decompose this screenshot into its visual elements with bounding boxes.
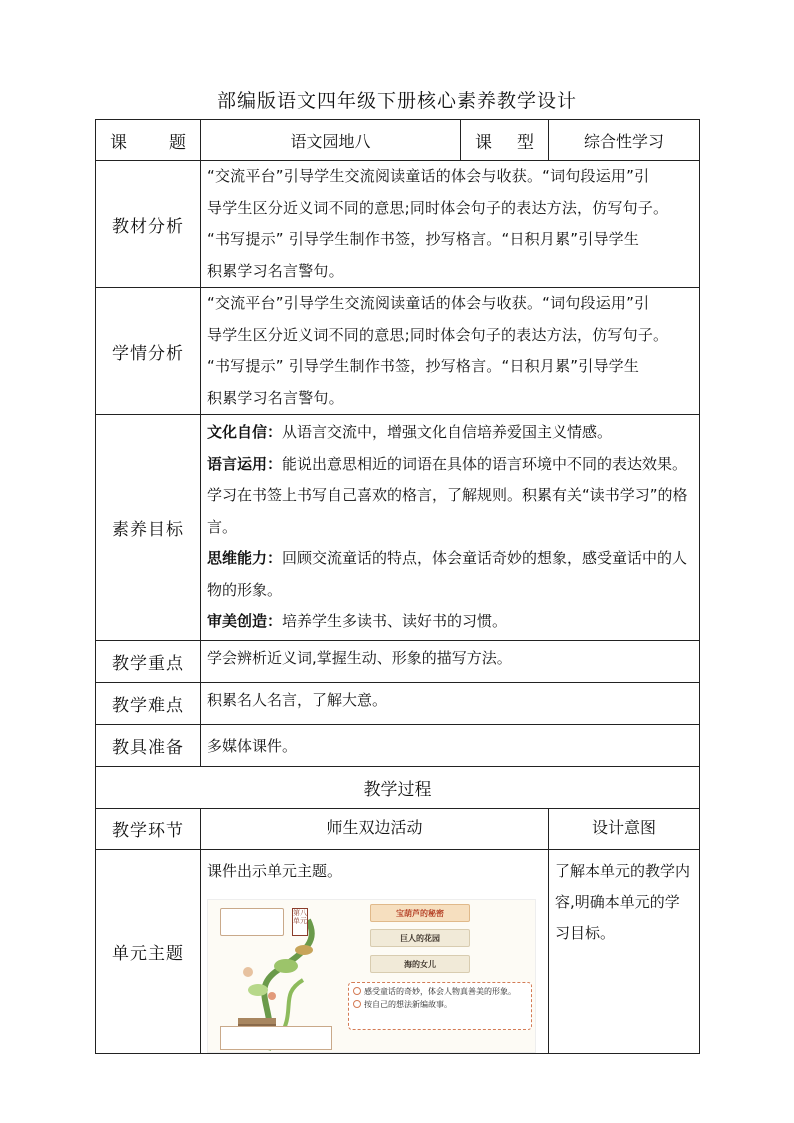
unit-label: 单元主题: [96, 849, 201, 1053]
unit-theme-image: [207, 899, 536, 1053]
unit-note: [220, 908, 284, 936]
process-col-activity: 师生双边活动: [201, 808, 549, 849]
difficulties-label: 教学难点: [96, 682, 201, 724]
material-line: 积累学习名言警句。: [207, 261, 344, 280]
lesson-plan-table: [95, 119, 700, 1054]
topic-label: 课题: [96, 120, 201, 161]
students-line: 导学生区分近义词不同的意思;同时体会句子的表达方法，仿写句子。: [207, 325, 669, 344]
unit-activity-cell: [201, 849, 549, 1053]
type-label: 课型: [461, 120, 549, 161]
students-label: 学情分析: [96, 288, 201, 415]
unit-activity-text: 课件出示单元主题。: [207, 861, 343, 880]
process-col-stage: 教学环节: [96, 808, 201, 849]
goal-item: 思维能力：回顾交流童话的特点，体会童话奇妙的想象，感受童话中的人物的形象。: [207, 549, 688, 599]
lesson-chip: 巨人的花园: [370, 929, 470, 947]
goals-row: [96, 415, 700, 641]
goal-item: 语言运用：能说出意思相近的词语在具体的语言环境中不同的表达效果。学习在书签上书写自己喜欢的格言，了解规则。积累有关“读书学习”的格言。: [207, 454, 688, 536]
material-line: 导学生区分近义词不同的意思;同时体会句子的表达方法，仿写句子。: [207, 198, 669, 217]
key-points-text: 学会辨析近义词,掌握生动、形象的描写方法。: [201, 640, 700, 682]
unit-goal: 感受童话的奇妙，体会人物真善美的形象。: [353, 985, 527, 998]
students-line: “书写提示” 引导学生制作书签，抄写格言。“日积月累”引导学生: [207, 357, 640, 375]
process-col-intent: 设计意图: [549, 808, 700, 849]
goal-item: 文化自信：从语言交流中，增强文化自信培养爱国主义情感。: [207, 423, 613, 441]
goal-item: 审美创造：培养学生多读书、读好书的习惯。: [207, 612, 508, 630]
students-line: “交流平台”引导学生交流阅读童话的体会与收获。“词句段运用”引: [207, 294, 650, 312]
difficulties-text: 积累名人名言，了解大意。: [201, 682, 700, 724]
type-value: 综合性学习: [549, 120, 700, 161]
students-text: [201, 288, 700, 415]
goals-text: [201, 415, 700, 641]
process-header-row: [96, 808, 700, 849]
process-title: 教学过程: [96, 766, 700, 808]
unit-intent: 了解本单元的教学内容,明确本单元的学习目标。: [549, 849, 700, 1053]
unit-goals-box: [348, 982, 532, 1030]
material-label: 教材分析: [96, 161, 201, 288]
unit-goal: 按自己的想法新编故事。: [353, 998, 527, 1011]
key-points-row: [96, 640, 700, 682]
students-row: [96, 288, 700, 415]
process-title-row: [96, 766, 700, 808]
tools-text: 多媒体课件。: [201, 724, 700, 766]
students-line: 积累学习名言警句。: [207, 388, 344, 407]
material-line: “书写提示” 引导学生制作书签，抄写格言。“日积月累”引导学生: [207, 230, 640, 248]
bullet-icon: [353, 987, 361, 995]
tools-row: [96, 724, 700, 766]
lesson-chip: 海的女儿: [370, 955, 470, 973]
material-text: [201, 161, 700, 288]
goals-label: 素养目标: [96, 415, 201, 641]
difficulties-row: [96, 682, 700, 724]
key-points-label: 教学重点: [96, 640, 201, 682]
bullet-icon: [353, 1000, 361, 1008]
tools-label: 教具准备: [96, 724, 201, 766]
unit-title-box: 第八单元: [292, 908, 308, 936]
material-row: [96, 161, 700, 288]
unit-bottom-note: [220, 1026, 332, 1050]
document-title: 部编版语文四年级下册核心素养教学设计: [216, 90, 577, 112]
unit-row: [96, 849, 700, 1053]
topic-value: 语文园地八: [201, 120, 461, 161]
material-line: “交流平台”引导学生交流阅读童话的体会与收获。“词句段运用”引: [207, 167, 650, 185]
lesson-chip: 宝葫芦的秘密: [370, 904, 470, 922]
header-row: [96, 120, 700, 161]
